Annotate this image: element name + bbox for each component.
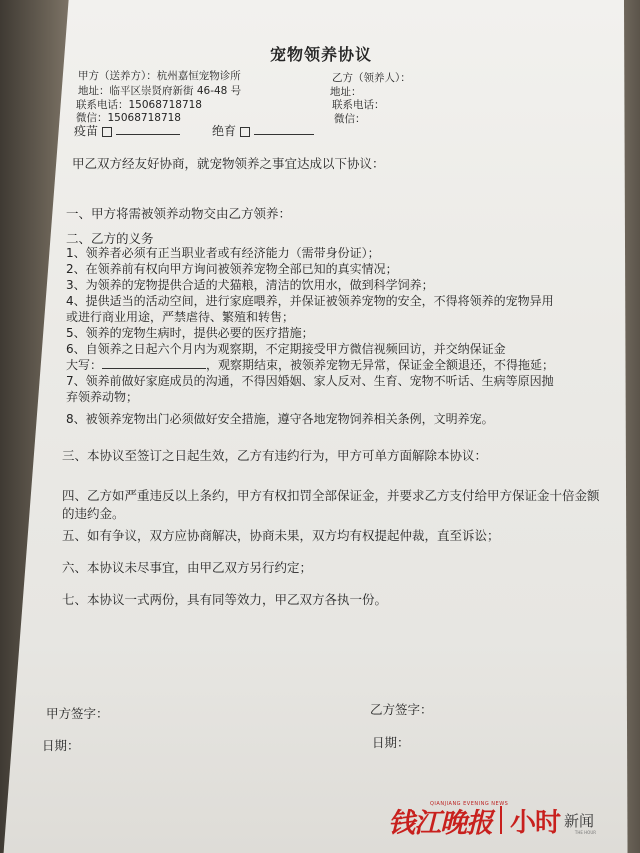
clause-2-item: 6、自领养之日起六个月内为观察期，不定期接受甲方微信视频回访，并交纳保证金 (66, 342, 506, 356)
clause-6: 六、本协议未尽事宜，由甲乙双方另行约定； (62, 560, 313, 575)
deposit-label: 大写： (66, 358, 103, 372)
hour-news-logo (510, 802, 597, 839)
clause-2-item: 3、为领养的宠物提供合适的犬猫粮，清洁的饮用水，做到科学饲养； (66, 278, 434, 292)
clause-4-line-2: 的违约金。 (62, 506, 125, 521)
news-logo-text: 新闻 (564, 811, 595, 830)
party-b-date-label: 日期： (372, 735, 410, 750)
party-b-wechat-label: 微信： (334, 113, 366, 125)
intro-text: 甲乙双方经友好协商，就宠物领养之事宜达成以下协议： (72, 156, 385, 171)
vaccine-field (74, 122, 180, 139)
sterilize-label: 绝育 (212, 124, 237, 138)
document-title: 宠物领养协议 (270, 45, 373, 64)
clause-2-item: 弃领养动物； (66, 390, 139, 404)
logo-separator (500, 806, 502, 834)
hour-logo-text: 小时 (510, 807, 561, 838)
party-a-address-line (78, 83, 241, 98)
party-a-phone-label: 联系电话： (76, 99, 129, 111)
clause-2-item: 7、领养前做好家庭成员的沟通，不得因婚姻、家人反对、生育、宠物不听话、生病等原因抛 (66, 374, 554, 388)
clause-3: 三、本协议至签订之日起生效，乙方有违约行为，甲方可单方面解除本协议： (62, 448, 488, 463)
vaccine-checkbox[interactable] (102, 127, 112, 137)
party-b-phone-label: 联系电话： (332, 99, 385, 111)
party-a-address-label: 地址： (78, 85, 110, 97)
party-a-label: 甲方（送养方）： (78, 70, 157, 82)
party-a-line (78, 68, 241, 83)
deposit-line (66, 356, 554, 373)
hour-logo-tagline: THE HOUR (574, 829, 597, 835)
party-a-phone: 15068718718 (128, 99, 202, 111)
party-a-name: 杭州嘉恒宠物诊所 (156, 70, 241, 82)
clause-2-item: 1、领养者必须有正当职业者或有经济能力（需带身份证）； (66, 246, 380, 260)
sterilize-field (212, 122, 314, 139)
vaccine-label: 疫苗 (74, 124, 99, 138)
sterilize-checkbox[interactable] (240, 127, 250, 137)
party-b-address-label: 地址： (330, 86, 362, 98)
clause-2-item: 8、被领养宠物出门必须做好安全措施，遵守各地宠物饲养相关条例，文明养宠。 (66, 412, 494, 426)
party-b-signature-label: 乙方签字： (370, 702, 433, 717)
party-b-label: 乙方（领养人）： (332, 72, 411, 84)
party-a-date-label: 日期： (42, 738, 80, 753)
clause-7: 七、本协议一式两份，具有同等效力，甲乙双方各执一份。 (62, 592, 388, 607)
news-watermark (388, 796, 597, 844)
party-a-address: 临平区崇贤府新街 46-48 号 (109, 85, 242, 97)
party-a-wechat: 15068718718 (107, 112, 181, 124)
deposit-amount-blank[interactable] (102, 368, 206, 369)
party-a-wechat-label: 微信： (76, 112, 108, 124)
clause-5: 五、如有争议，双方应协商解决，协商未果，双方均有权提起仲裁，直至诉讼； (62, 528, 500, 543)
party-a-signature-label: 甲方签字： (46, 706, 109, 721)
clause-2-title: 二、乙方的义务 (66, 231, 154, 246)
qianjiang-logo (388, 800, 509, 840)
clause-2-item: 或进行商业用途，严禁虐待、繁殖和转售； (66, 310, 295, 324)
clause-2-item: 2、在领养前有权向甲方询问被领养宠物全部已知的真实情况； (66, 262, 398, 276)
sterilize-blank[interactable] (254, 134, 314, 135)
vaccine-blank[interactable] (116, 134, 180, 135)
clause-2-item: 5、领养的宠物生病时，提供必要的医疗措施； (66, 326, 314, 340)
deposit-terms: ，观察期结束，被领养宠物无异常，保证金全额退还，不得拖延； (206, 358, 555, 372)
qianjiang-logo-text: 钱江晚报 (388, 807, 492, 839)
qianjiang-logo-subtitle: QIANJIANG EVENING NEWS (430, 800, 509, 807)
clause-1: 一、甲方将需被领养动物交由乙方领养： (66, 206, 292, 221)
clause-2-item: 4、提供适当的活动空间，进行家庭喂养，并保证被领养宠物的安全，不得将领养的宠物异用 (66, 294, 554, 308)
clause-4-line-1: 四、乙方如严重违反以上条约，甲方有权扣罚全部保证金，并要求乙方支付给甲方保证金十倍金额 (62, 488, 600, 503)
